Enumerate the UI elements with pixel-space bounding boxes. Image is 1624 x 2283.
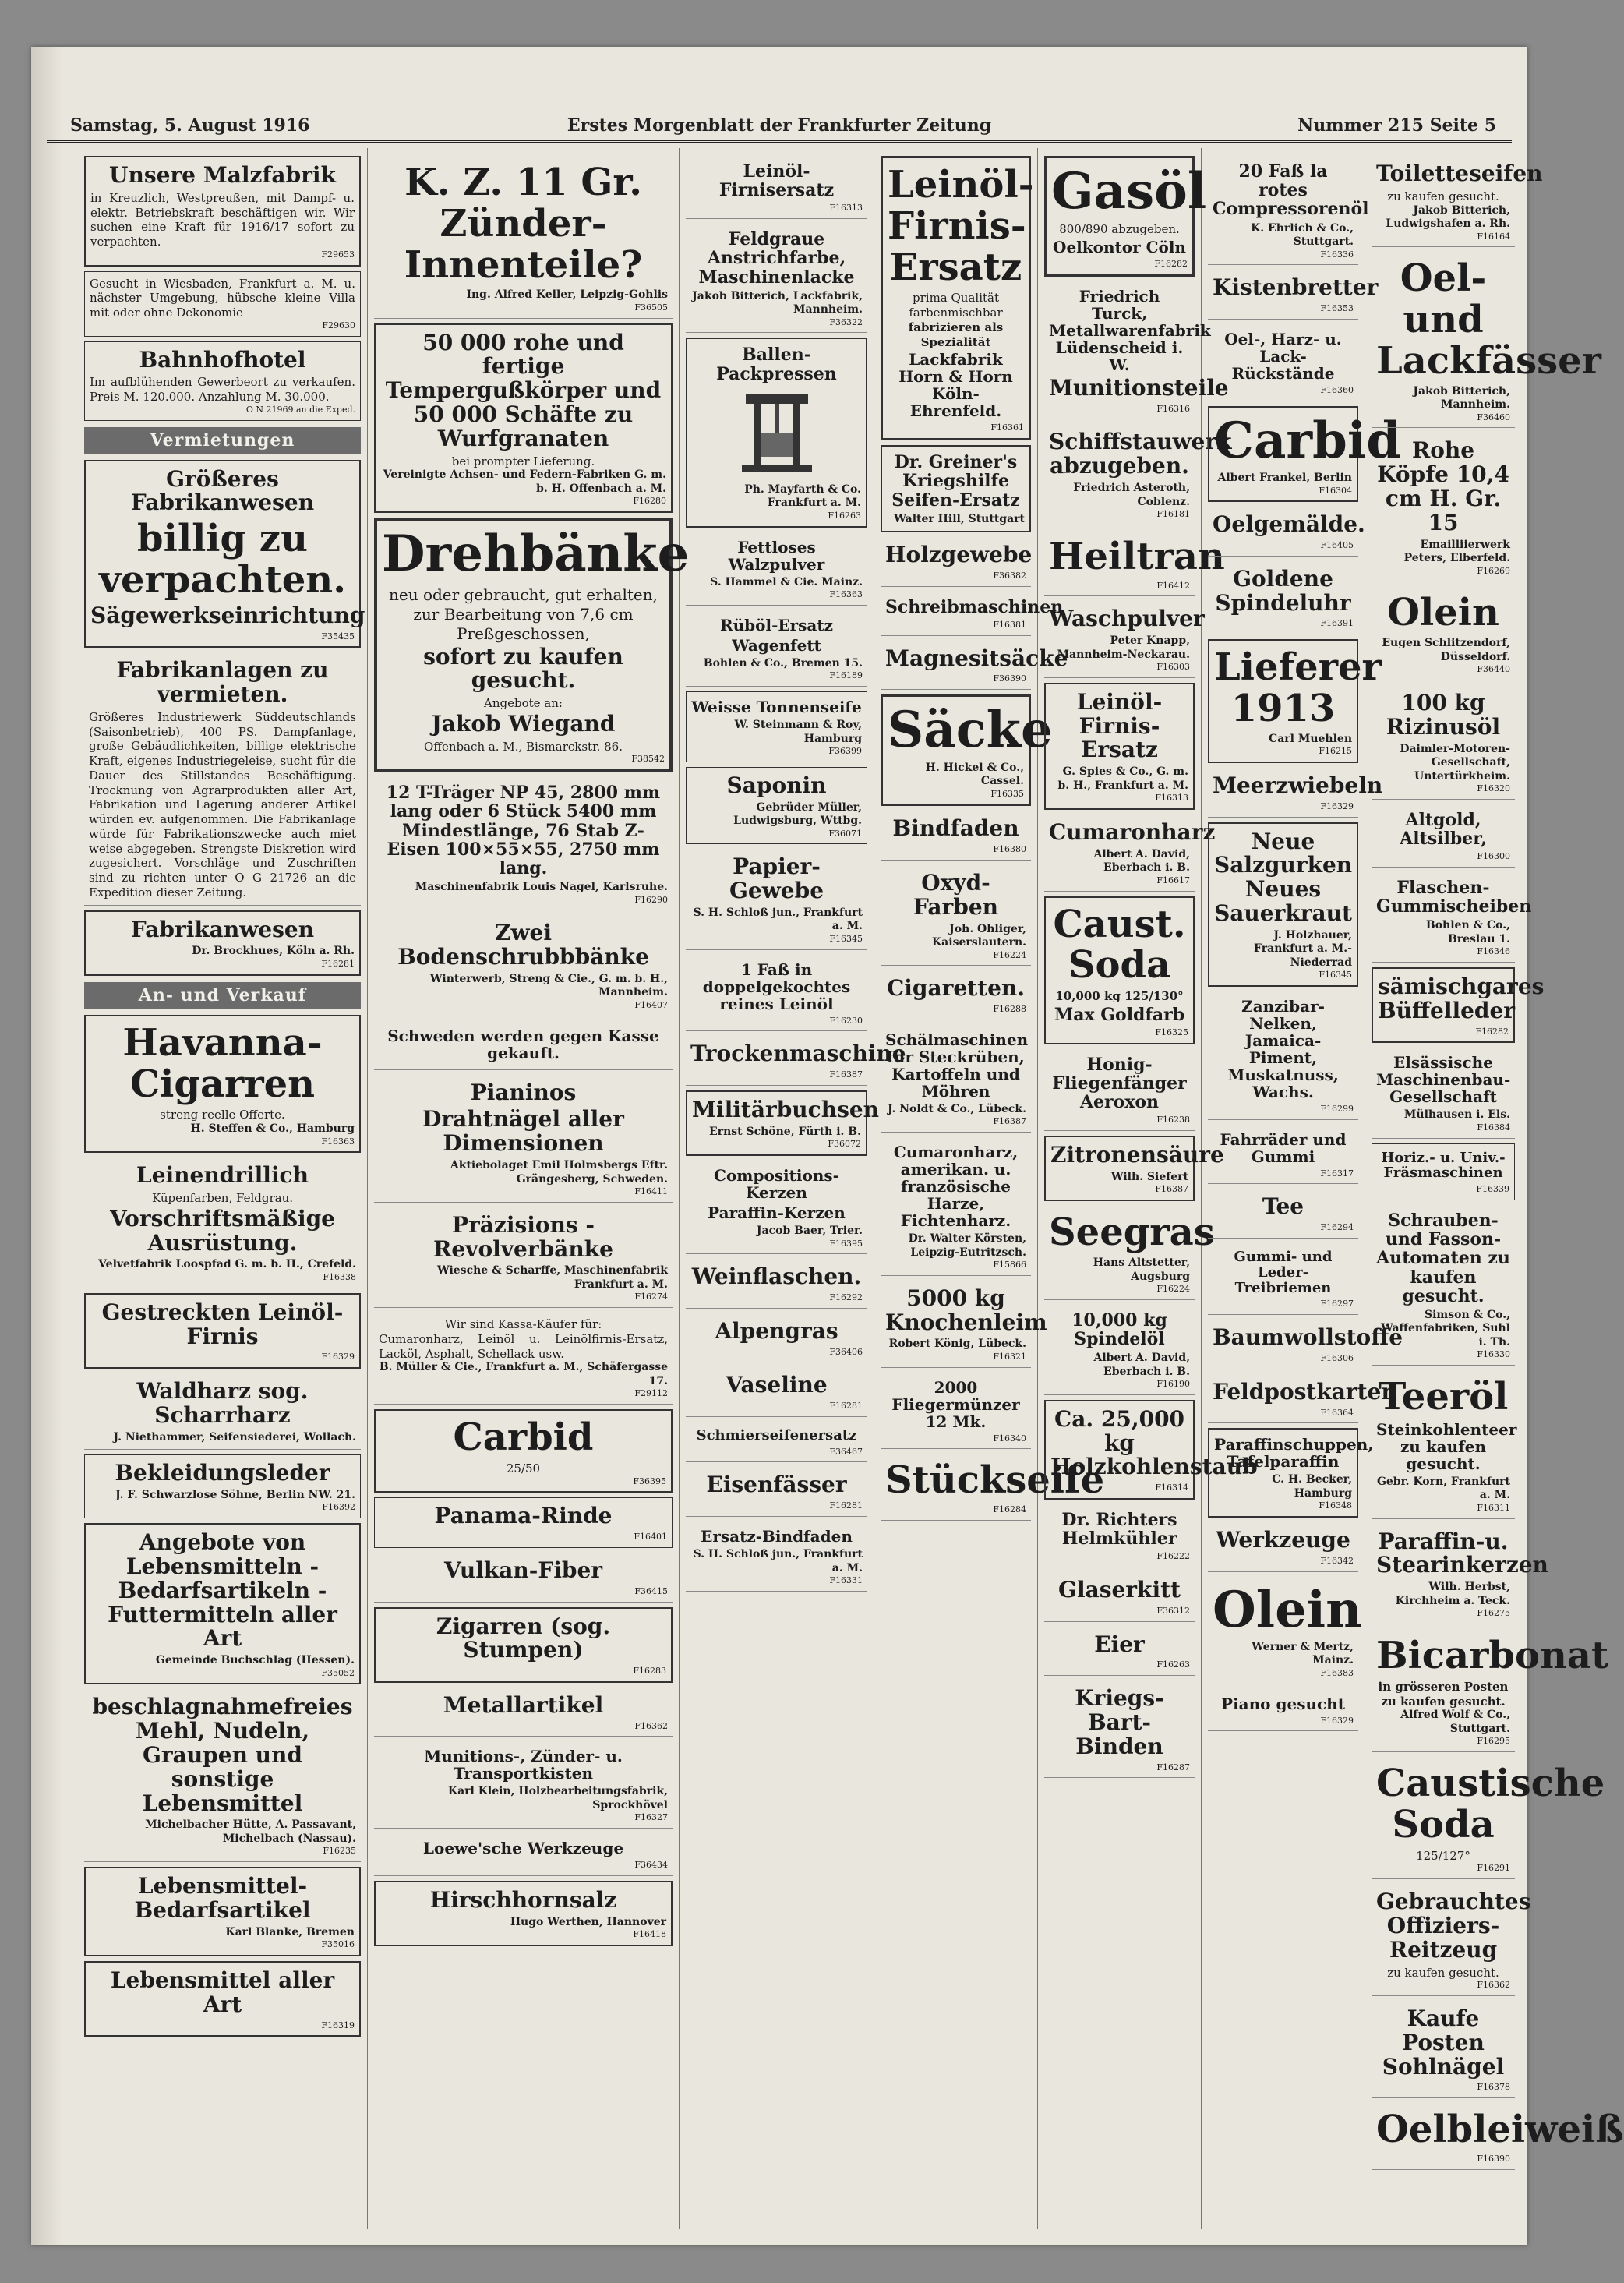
ad-paraffinschuppen: Paraffinschuppen, Tafelparaffin C. H. Becker, Hamburg F16348	[1208, 1428, 1358, 1518]
ad-spindeloel: 10,000 kg Spindelöl Albert A. David, Eberbach i. B. F16190	[1044, 1305, 1195, 1395]
ad-stearinkerzen: Paraffin-u. Stearinkerzen Wilh. Herbst, Kirchheim a. Teck. F16275	[1372, 1524, 1515, 1624]
ad-militaerbuchsen: Militärbuchsen Ernst Schöne, Fürth i. B. F36072	[686, 1090, 867, 1156]
ad-fliegermuenzer: 2000 Fliegermünzer 12 Mk. F16340	[881, 1373, 1031, 1450]
ad-magnesitsaecke: Magnesitsäcke F36390	[881, 641, 1031, 691]
ad-baumwollstoffe: Baumwollstoffe F16306	[1208, 1320, 1358, 1369]
ad-knochenleim: 5000 kg Knochenleim Robert König, Lübeck. F16321	[881, 1281, 1031, 1368]
ad-holzkohlenstaub: Ca. 25,000 kg Holzkohlenstaub F16314	[1044, 1400, 1195, 1500]
column-4	[874, 148, 1105, 2229]
ad-ersatz-bindfaden: Ersatz-Bindfaden S. H. Schloß jun., Frankfurt a. M. F16331	[686, 1521, 867, 1592]
ad-holzgewebe: Holzgewebe F36382	[881, 537, 1031, 587]
ad-walzpulver: Fettloses Walzpulver S. Hammel & Cie. Mainz. F16363	[686, 532, 867, 606]
column-6	[1202, 148, 1403, 2229]
ad-aeroxon: Honig-Fliegenfänger Aeroxon F16238	[1044, 1049, 1195, 1131]
ad-fabrikanwesen-koeln: Fabrikanwesen Dr. Brockhues, Köln a. Rh. F16281	[84, 910, 361, 976]
ad-treibriemen: Gummi- und Leder-Treibriemen F16297	[1208, 1243, 1358, 1315]
ad-glaserkitt: Glaserkitt F36312	[1044, 1572, 1195, 1622]
ad-sohlnaegel: Kaufe Posten Sohlnägel F16378	[1372, 2001, 1515, 2098]
press-illustration	[730, 387, 824, 480]
ad-schmierseife: Schmierseifenersatz F36467	[686, 1422, 867, 1463]
ad-cigaretten: Cigaretten. F16288	[881, 970, 1031, 1020]
column-7	[1365, 148, 1624, 2229]
ad-leinoel-firnis: Gestreckten Leinöl-Firnis F16329	[84, 1293, 361, 1369]
ad-zitronensaeure: Zitronensäure Wilh. Siefert F16387	[1044, 1136, 1195, 1201]
ad-piano: Piano gesucht F16329	[1208, 1689, 1358, 1732]
ad-lebensmittel-angebote: Angebote von Lebensmitteln - Bedarfsartikeln - Futtermitteln aller Art Gemeinde Buchschlag (Hessen). F35052	[84, 1523, 361, 1684]
ad-kistenbretter: Kistenbretter F16353	[1208, 270, 1358, 320]
ad-pianinos: Pianinos Drahtnägel aller Dimensionen Aktiebolaget Emil Holmsbergs Eftr. Grängesberg, Schweden. F16411	[374, 1075, 673, 1203]
ad-stueckseife: Stückseife F16284	[881, 1454, 1031, 1521]
ad-zanzibar: Zanzibar-Nelken, Jamaica-Piment, Muskatnuss, Wachs. F16299	[1208, 991, 1358, 1120]
ad-compressorenoel: 20 Faß la rotes Compressorenöl K. Ehrlich & Co., Stuttgart. F16336	[1208, 156, 1358, 265]
ad-rueboel: Rüböl-Ersatz Wagenfett Bohlen & Co., Bremen 15. F16189	[686, 610, 867, 687]
ad-tempergus: 50 000 rohe und fertige Tempergußkörper und 50 000 Schäfte zu Wurfgranaten bei prompter Lieferung. Vereinigte Achsen- und Federn-Fabriken G. m. b. H. Offenbach a. M. F16280	[374, 323, 673, 513]
ad-bodenschrubb: Zwei Bodenschrubbbänke Winterwerb, Streng & Cie., G. m. b. H., Mannheim. F16407	[374, 915, 673, 1016]
ad-tee: Tee F16294	[1208, 1189, 1358, 1239]
ad-tonnenseife: Weisse Tonnenseife W. Steinmann & Roy, Hamburg F36399	[686, 691, 867, 762]
ad-kerzen: Compositions-Kerzen Paraffin-Kerzen Jacob Baer, Trier. F16395	[686, 1161, 867, 1254]
ad-zuender: K. Z. 11 Gr. Zünder-Innenteile? Ing. Alfred Keller, Leipzig-Gohlis F36505	[374, 156, 673, 319]
ad-vulkan: Vulkan-Fiber F36415	[374, 1553, 673, 1603]
ad-munitionskisten: Munitions-, Zünder- u. Transportkisten Karl Klein, Holzbearbeitungsfabrik, Sprockhövel F16327	[374, 1741, 673, 1829]
ad-schweden: Schweden werden gegen Kasse gekauft.	[374, 1021, 673, 1070]
ad-metallartikel: Metallartikel F16362	[374, 1688, 673, 1737]
ad-maschinenbau: Elsässische Maschinenbau-Gesellschaft Mülhausen i. Els. F16384	[1372, 1048, 1515, 1138]
ad-hirschhornsalz: Hirschhornsalz Hugo Werthen, Hannover F16418	[374, 1881, 673, 1946]
ad-helmkuehler: Dr. Richters Helmkühler F16222	[1044, 1504, 1195, 1567]
ad-meerzwiebeln: Meerzwiebeln F16329	[1208, 768, 1358, 818]
ad-feldpostkarten: Feldpostkarten F16364	[1208, 1374, 1358, 1424]
page-edge	[31, 47, 62, 2245]
ad-oelbleiweiss: Oelbleiweiß F16390	[1372, 2103, 1515, 2170]
ad-bicarbonat: Bicarbonat in grösseren Posten zu kaufen gesucht. Alfred Wolf & Co., Stuttgart. F16295	[1372, 1629, 1515, 1752]
ad-bahnhofhotel: Bahnhofhotel Im aufblühenden Gewerbeort zu verkaufen. Preis M. 120.000. Anzahlung M. 30.000. O N 21969 an die Exped.	[84, 341, 361, 421]
ad-automaten: Schrauben- und Fasson-Automaten zu kaufen gesucht. Simson & Co., Waffenfabriken, Suhl i. Th. F16330	[1372, 1205, 1515, 1366]
ad-papiergewebe: Papier-Gewebe S. H. Schloß jun., Frankfurt a. M. F16345	[686, 849, 867, 949]
ad-feldgraue: Feldgraue Anstrichfarbe, Maschinenlacke Jakob Bitterich, Lackfabrik, Mannheim. F36322	[686, 224, 867, 333]
ad-cumaronharz-david: Cumaronharz Albert A. David, Eberbach i. B. F16617	[1044, 815, 1195, 892]
ad-rizinusoel: 100 kg Rizinusöl Daimler-Motoren-Gesellschaft, Untertürkheim. F16320	[1372, 685, 1515, 800]
ad-lebensmittel-bedarf: Lebensmittel-Bedarfsartikel Karl Blanke, Bremen F35016	[84, 1867, 361, 1956]
ad-firnisersatz: Leinöl-Firnisersatz F16313	[686, 156, 867, 219]
ad-fahrraeder: Fahrräder und Gummi F16317	[1208, 1125, 1358, 1185]
ad-mehl: beschlagnahmefreies Mehl, Nudeln, Graupen und sonstige Lebensmittel Michelbacher Hütte, A. Passavant, Michelbach (Nassau). F16235	[84, 1689, 361, 1862]
ad-schiffstauwerk: Schiffstauwerk abzugeben. Friedrich Asteroth, Coblenz. F16181	[1044, 424, 1195, 525]
ad-rohe-koepfe: Rohe Köpfe 10,4 cm H. Gr. 15 Emailliierwerk Peters, Elberfeld. F16269	[1372, 433, 1515, 581]
ad-waschpulver: Waschpulver Peter Knapp, Mannheim-Neckarau. F16303	[1044, 601, 1195, 678]
ad-greiner: Dr. Greiner's Kriegshilfe Seifen-Ersatz Walter Hill, Stuttgart	[881, 445, 1031, 532]
ad-gasoel: Gasöl 800/890 abzugeben. Oelkontor Cöln F16282	[1044, 156, 1195, 277]
ad-lebensmittel-aller-art: Lebensmittel aller Art F16319	[84, 1961, 361, 2037]
ad-schaelmaschinen: Schälmaschinen für Steckrüben, Kartoffeln und Möhren J. Noldt & Co., Lübeck. F16387	[881, 1025, 1031, 1133]
header-date: Samstag, 5. August 1916	[70, 115, 310, 136]
ad-carbid-frankel: Carbid Albert Frankel, Berlin F16304	[1208, 406, 1358, 503]
ad-oxyd-farben: Oxyd-Farben Joh. Ohliger, Kaiserslautern. F16224	[881, 865, 1031, 966]
ad-malzfabrik: Unsere Malzfabrik in Kreuzlich, Westpreußen, mit Dampf- u. elektr. Betriebskraft beschäftigen wir. Wir suchen eine Kraft für 1916/17 sofort zu verpachten. F29653	[84, 156, 361, 267]
column-5	[1038, 148, 1258, 2229]
ad-heiltran: Heiltran F16412	[1044, 530, 1195, 597]
ad-spindeluhr: Goldene Spindeluhr F16391	[1208, 561, 1358, 634]
ad-leinoel-firnis-ersatz-spies: Leinöl-Firnis-Ersatz G. Spies & Co., G. m. b. H., Frankfurt a. M. F16313	[1044, 683, 1195, 810]
ad-caustische-soda: Caustische Soda 125/127° F16291	[1372, 1757, 1515, 1879]
ad-traeger: 12 T-Träger NP 45, 2800 mm lang oder 6 Stück 5400 mm Mindestlänge, 76 Stab Z-Eisen 100×55×55, 2750 mm lang. Maschinenfabrik Louis Nagel, Karlsruhe. F16290	[374, 777, 673, 910]
ad-leinoel-fass: 1 Faß in doppelgekochtes reines Leinöl F16230	[686, 955, 867, 1032]
ad-schreibmaschinen: Schreibmaschinen F16381	[881, 592, 1031, 636]
ad-fabrikanwesen: Größeres Fabrikanwesen billig zu verpachten. Sägewerkseinrichtung F35435	[84, 460, 361, 648]
section-an-und-verkauf: An- und Verkauf	[84, 982, 361, 1009]
ad-bekleidungsleder: Bekleidungsleder J. F. Schwarzlose Söhne, Berlin NW. 21. F16392	[84, 1454, 361, 1518]
ad-praezision: Präzisions - Revolverbänke Wiesche & Scharffe, Maschinenfabrik Frankfurt a. M. F16274	[374, 1207, 673, 1308]
ad-werkzeuge-loewe: Loewe'sche Werkzeuge F36434	[374, 1833, 673, 1876]
ad-villa: Gesucht in Wiesbaden, Frankfurt a. M. u. nächster Umgebung, hübsche kleine Villa mit oder ohne Dekonomie F29630	[84, 271, 361, 337]
ad-ballenpressen: Ballen-Packpressen Ph. Mayfarth & Co. Frankfurt a. M. F16263	[686, 338, 867, 527]
ad-eier: Eier F16263	[1044, 1627, 1195, 1677]
ad-eisenfaesser: Eisenfässer F16281	[686, 1467, 867, 1517]
ad-vaseline: Vaseline F16281	[686, 1367, 867, 1417]
ad-fabrikanlagen: Fabrikanlagen zu vermieten. Größeres Industriewerk Süddeutschlands (Saisonbetrieb), 400 PS. Dampfanlage, große Gebäudlichkeiten, billige elektrische Kraft, eigenes Industriegeleise, sucht für die Dauer des Stillstandes Beschäftigung. Trocknung von Agrarprodukten aller Art, Fabrikation und Lagerung anderer Artikel würden ev. aufgenommen. Die Fabrikanlage würde für Fabrikationszwecke auch miet weise abgegeben. Strengste Diskretion wird zugesichert. Vorschläge und Zuschriften sind zu richten unter O G 21726 an die Expedition dieser Zeitung.	[84, 652, 361, 905]
ad-weinflaschen: Weinflaschen. F16292	[686, 1259, 867, 1309]
ad-havanna: Havanna-Cigarren streng reelle Offerte. H. Steffen & Co., Hamburg F16363	[84, 1015, 361, 1154]
ad-flaschen-gummi: Flaschen-Gummischeiben Bohlen & Co., Breslau 1. F16346	[1372, 872, 1515, 963]
ad-waldharz: Waldharz sog. Scharrharz J. Niethammer, Seifensiederei, Wollach.	[84, 1373, 361, 1450]
ad-alpengras: Alpengras F36406	[686, 1313, 867, 1363]
ad-caust-soda: Caust. Soda 10,000 kg 125/130° Max Goldfarb F16325	[1044, 896, 1195, 1044]
section-vermietungen: Vermietungen	[84, 427, 361, 454]
page-header	[47, 112, 1512, 143]
ad-lieferer-1913: Lieferer 1913 Carl Muehlen F16215	[1208, 639, 1358, 763]
ad-saponin: Saponin Gebrüder Müller, Ludwigsburg, Wttbg. F36071	[686, 767, 867, 845]
ad-zigarren: Zigarren (sog. Stumpen) F16283	[374, 1607, 673, 1683]
ad-bueffelleder: sämischgares Büffelleder F16282	[1372, 967, 1515, 1043]
ad-bindfaden: Bindfaden F16380	[881, 811, 1031, 861]
ad-offiziers-reitzeug: Gebrauchtes Offiziers-Reitzeug zu kaufen gesucht. F16362	[1372, 1884, 1515, 1996]
newspaper-page	[31, 47, 1624, 2245]
ad-lackfaesser: Oel- und Lackfässer Jakob Bitterich, Mannheim. F36460	[1372, 252, 1515, 428]
ad-turck: Friedrich Turck, Metallwarenfabrik Lüdenscheid i. W. Munitionsteile F16316	[1044, 281, 1195, 420]
ad-fraesmaschinen: Horiz.- u. Univ.-Fräsmaschinen F16339	[1372, 1143, 1515, 1200]
ad-leinoel-firnis-ersatz: Leinöl-Firnis-Ersatz prima Qualität farbenmischbar fabrizieren als Spezialität Lackfabrik Horn & Horn Köln-Ehrenfeld. F16361	[881, 156, 1031, 440]
ad-olein: Olein Eugen Schlitzendorf, Düsseldorf. F36440	[1372, 586, 1515, 680]
ad-kriegs-bart: Kriegs-Bart-Binden F16287	[1044, 1680, 1195, 1778]
ad-teeroel: Teeröl Steinkohlenteer zu kaufen gesucht. Gebr. Korn, Frankfurt a. M. F16311	[1372, 1370, 1515, 1519]
ad-altgold: Altgold, Altsilber, F16300	[1372, 804, 1515, 868]
ad-werkzeuge: Werkzeuge F16342	[1208, 1522, 1358, 1572]
header-page-number: Nummer 215 Seite 5	[1297, 115, 1496, 136]
column-1	[78, 148, 368, 2229]
ad-oelgemaelde: Oelgemälde. F16405	[1208, 507, 1358, 557]
ad-cumaronharz: Cumaronharz, amerikan. u. französische Harze, Fichtenharz. Dr. Walter Körsten, Leipzig-Eutritzsch. F15866	[881, 1137, 1031, 1276]
ad-leinendrillich: Leinendrillich Küpenfarben, Feldgrau. Vorschriftsmäßige Ausrüstung. Velvetfabrik Loospfad G. m. b. H., Crefeld. F16338	[84, 1157, 361, 1288]
ad-rueckstaende: Oel-, Harz- u. Lack-Rückstände F16360	[1208, 324, 1358, 401]
ad-olein-werner: Olein Werner & Mertz, Mainz. F16383	[1208, 1577, 1358, 1684]
ad-carbid: Carbid 25/50 F36395	[374, 1409, 673, 1493]
ad-seegras: Seegras Hans Altstetter, Augsburg F16224	[1044, 1206, 1195, 1300]
ad-panama: Panama-Rinde F16401	[374, 1497, 673, 1548]
ad-drehbaenke: Drehbänke neu oder gebraucht, gut erhalten, zur Bearbeitung von 7,6 cm Preßgeschossen, sofort zu kaufen gesucht. Angebote an: Jakob Wiegand Offenbach a. M., Bismarckstr. 86. F38542	[374, 518, 673, 772]
ad-saecke: Säcke H. Hickel & Co., Cassel. F16335	[881, 694, 1031, 806]
column-3	[680, 148, 906, 2229]
ad-kassa-kaeufer: Wir sind Kassa-Käufer für: Cumaronharz, Leinöl u. Leinölfirnis-Ersatz, Lacköl, Asphalt, Schellack usw. B. Müller & Cie., Frankfurt a. M., Schäfergasse 17. F29112	[374, 1313, 673, 1405]
ad-toiletteseifen: Toiletteseifen zu kaufen gesucht. Jakob Bitterich, Ludwigshafen a. Rh. F16164	[1372, 156, 1515, 247]
ad-salzgurken: Neue Salzgurken Neues Sauerkraut J. Holzhauer, Frankfurt a. M.-Niederrad F16345	[1208, 822, 1358, 987]
column-2	[368, 148, 690, 2229]
ad-trockenmaschine: Trockenmaschine F16387	[686, 1036, 867, 1086]
header-paper-title: Erstes Morgenblatt der Frankfurter Zeitung	[567, 115, 992, 136]
